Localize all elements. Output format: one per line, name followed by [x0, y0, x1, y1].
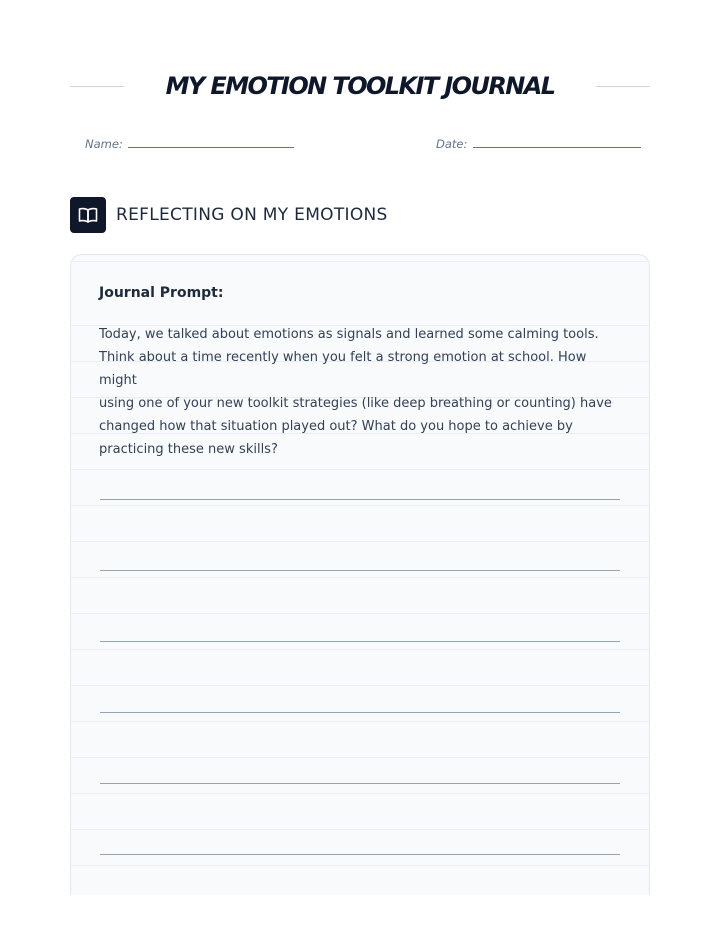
- date-field[interactable]: [473, 138, 641, 148]
- journal-card: [70, 254, 650, 895]
- prompt-text: Today, we talked about emotions as signals and learned some calming tools. Think about a time recently when you felt a strong emotion at school. How might using one of your new toolkit strategies (like deep breathing or counting) have changed how that situation played out? What do you hope to achieve by practicing these new skills?: [99, 327, 612, 457]
- date-label: Date:: [436, 137, 468, 151]
- writing-line[interactable]: [100, 712, 620, 713]
- writing-line[interactable]: [100, 570, 620, 571]
- prompt-label: Journal Prompt:: [99, 285, 224, 301]
- section-title: REFLECTING ON MY EMOTIONS: [116, 205, 388, 225]
- name-label: Name:: [85, 137, 123, 151]
- writing-line[interactable]: [100, 641, 620, 642]
- section-header: [70, 197, 388, 233]
- writing-line[interactable]: [100, 854, 620, 855]
- page-title: MY EMOTION TOOLKIT JOURNAL: [165, 72, 555, 100]
- title-right-rule: [596, 86, 650, 87]
- writing-line[interactable]: [100, 499, 620, 500]
- writing-line[interactable]: [100, 783, 620, 784]
- meta-row: [85, 137, 636, 155]
- title-left-rule: [70, 86, 124, 87]
- open-book-icon: [70, 197, 106, 233]
- date-field-group: [436, 137, 641, 151]
- page-header: [70, 68, 650, 104]
- name-field[interactable]: [128, 138, 294, 148]
- name-field-group: [85, 137, 294, 151]
